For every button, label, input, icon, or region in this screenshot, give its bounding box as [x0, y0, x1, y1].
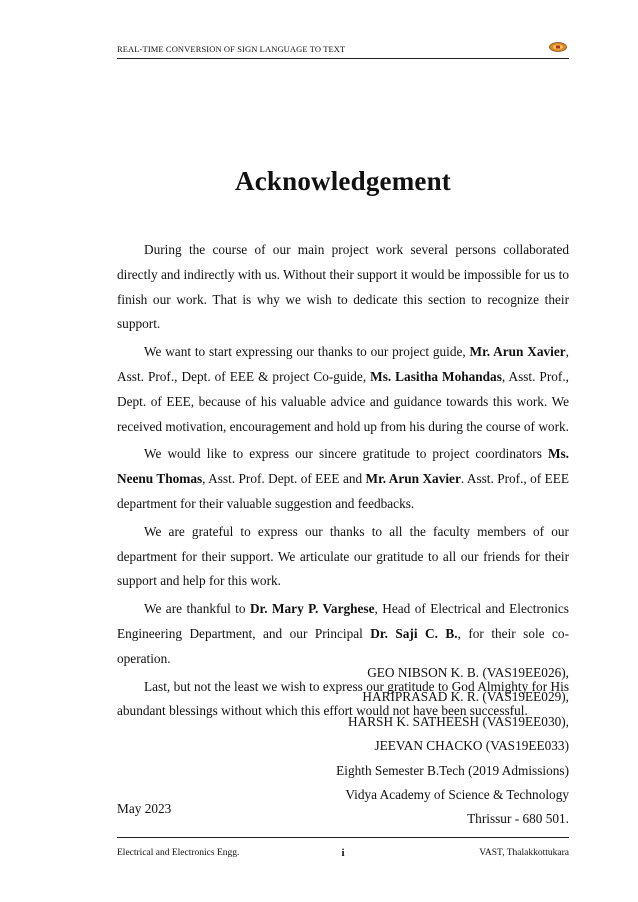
acknowledgement-body: [117, 238, 569, 724]
signature-line: Eighth Semester B.Tech (2019 Admissions): [336, 762, 569, 778]
paragraph-text: , for their sole co-operation.: [117, 625, 570, 666]
footer-institution: VAST, Thalakkottukara: [479, 848, 569, 858]
signature-line: HARIPRASAD K. R. (VAS19EE029),: [362, 689, 569, 705]
paragraph: [117, 520, 569, 594]
page-title: Acknowledgement: [235, 166, 451, 196]
paragraph-text: During the course of our main project work several persons collaborated directly and indirectly with us. Without their support it would be impossible for us to finish our work. That is why we wish to dedicate this section to recognize their support.: [117, 242, 569, 332]
date: May 2023: [117, 801, 172, 816]
page-number: i: [341, 847, 345, 859]
bold-name: Ms. Lasitha Mohandas: [370, 368, 502, 384]
signature-block: [336, 661, 569, 832]
paragraph-text: We are thankful to: [144, 601, 250, 617]
header-title: REAL-TIME CONVERSION OF SIGN LANGUAGE TO TEXT: [117, 44, 346, 54]
paragraph: [117, 442, 569, 516]
bold-name: Ms. Neenu Thomas: [117, 446, 569, 487]
signature-line: Vidya Academy of Science & Technology: [345, 787, 569, 803]
paragraph-text: , Asst. Prof., Dept. of EEE & project Co-guide,: [117, 344, 569, 384]
paragraph-text: We want to start expressing our thanks to our project guide,: [144, 344, 470, 360]
bold-name: Mr. Arun Xavier: [365, 471, 461, 487]
page-footer: [117, 848, 569, 862]
paragraph-text: We would like to express our sincere gratitude to project coordinators: [144, 446, 548, 462]
footer-divider: [117, 837, 569, 838]
signature-line: Thrissur - 680 501.: [467, 811, 569, 827]
bold-name: Mr. Arun Xavier: [469, 344, 566, 360]
institution-logo-icon: [549, 41, 567, 53]
signature-line: GEO NIBSON K. B. (VAS19EE026),: [367, 665, 569, 680]
paragraph: [117, 340, 569, 439]
paragraph-text: Last, but not the least we wish to express our gratitude to God Almighty for His abundant blessings without which this effort would not have been successful.: [117, 678, 569, 719]
paragraph-text: . Asst. Prof., of EEE department for their valuable suggestion and feedbacks.: [117, 471, 569, 511]
paragraph-text: , Asst. Prof., Dept. of EEE, because of his valuable advice and guidance towards this work. We received motivation, encouragement and hold up from his during the course of work.: [117, 368, 569, 434]
footer-department: Electrical and Electronics Engg.: [117, 848, 240, 858]
header-divider: [117, 58, 569, 59]
paragraph-text: , Asst. Prof. Dept. of EEE and: [202, 471, 366, 487]
signature-line: JEEVAN CHACKO (VAS19EE033): [374, 738, 569, 754]
signature-line: HARSH K. SATHEESH (VAS19EE030),: [347, 713, 569, 729]
bold-name: Dr. Mary P. Varghese: [249, 601, 375, 617]
paragraph-text: , Head of Electrical and Electronics Engineering Department, and our Principal: [117, 601, 569, 641]
paragraph-text: We are grateful to express our thanks to all the faculty members of our department for their support. We articulate our gratitude to all our friends for their support and help for this work.: [117, 523, 569, 589]
paragraph: [117, 238, 569, 337]
bold-name: Dr. Saji C. B.: [370, 625, 458, 641]
